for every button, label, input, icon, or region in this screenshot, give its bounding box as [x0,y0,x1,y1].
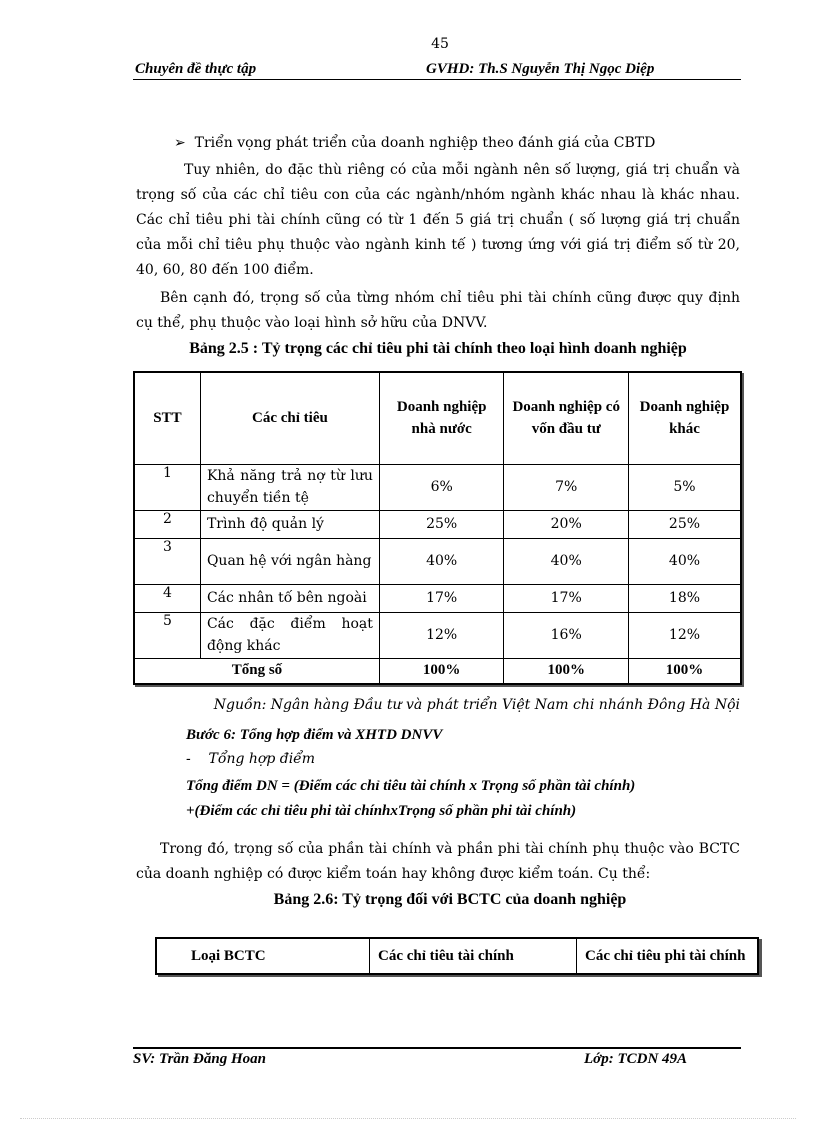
row-stt: 2 [134,510,200,538]
column-header: Các chỉ tiêu tài chính [370,938,577,974]
column-header: STT [134,372,200,464]
bullet-arrow-icon: ➢ [174,135,186,151]
row-value: 25% [379,510,504,538]
total-value: 100% [504,658,629,684]
total-label: Tổng số [134,658,379,684]
table-header-row [134,372,741,464]
header-divider [133,79,741,80]
weights-table [133,371,742,685]
table-row [134,464,741,510]
row-stt: 4 [134,584,200,612]
row-value: 18% [628,584,741,612]
row-value: 40% [628,538,741,584]
row-value: 12% [628,612,741,658]
row-criterion: Quan hệ với ngân hàng [200,538,379,584]
column-header: Các chỉ tiêu [200,372,379,464]
row-criterion: Trình độ quản lý [200,510,379,538]
table-row [134,584,741,612]
row-value: 12% [379,612,504,658]
bullet-heading [174,131,655,156]
formula-line: +(Điểm các chỉ tiêu phi tài chínhxTrọng số phần phi tài chính) [186,803,577,819]
paragraph: Trong đó, trọng số của phần tài chính và phần phi tài chính phụ thuộc vào BCTC của doanh nghiệp có được kiểm toán hay không được kiểm toán. Cụ thể: [136,841,740,882]
column-header: Loại BCTC [156,938,370,974]
table-row [134,510,741,538]
total-value: 100% [628,658,741,684]
row-criterion: Các nhân tố bên ngoài [200,584,379,612]
row-criterion: Các đặc điểm hoạt động khác [200,612,379,658]
row-value: 17% [379,584,504,612]
sub-bullet [186,751,315,767]
footer-left: SV: Trần Đăng Hoan [133,1051,266,1067]
column-header: Doanh nghiệp có vốn đầu tư [504,372,629,464]
row-value: 40% [504,538,629,584]
row-value: 7% [504,464,629,510]
paragraph: Bên cạnh đó, trọng số của từng nhóm chỉ tiêu phi tài chính cũng được quy định cụ thể, phụ thuộc vào loại hình sở hữu của DNVV. [136,290,740,331]
formula-line: Tổng điểm DN = (Điểm các chỉ tiêu tài chính x Trọng số phần tài chính) [186,778,636,794]
step-heading: Bước 6: Tổng hợp điểm và XHTD DNVV [186,727,443,743]
table-header-row [156,938,758,974]
row-value: 5% [628,464,741,510]
footer-right: Lớp: TCDN 49A [584,1051,688,1067]
page-number: 45 [431,36,449,52]
sub-bullet-text: Tổng hợp điểm [208,751,316,767]
row-stt: 3 [134,538,200,584]
row-stt: 5 [134,612,200,658]
footer-divider [133,1047,741,1049]
table-row [134,612,741,658]
dash-marker: - [186,751,191,767]
row-value: 25% [628,510,741,538]
row-value: 17% [504,584,629,612]
column-header: Doanh nghiệp nhà nước [379,372,504,464]
bullet-heading-text: Triển vọng phát triển của doanh nghiệp theo đánh giá của CBTD [194,135,656,151]
header-right: GVHD: Th.S Nguyễn Thị Ngọc Diệp [426,61,655,77]
table-caption: Bảng 2.6: Tỷ trọng đối với BCTC của doanh nghiệp [273,891,627,908]
row-value: 16% [504,612,629,658]
table-caption: Bảng 2.5 : Tỷ trọng các chỉ tiêu phi tài chính theo loại hình doanh nghiệp [189,340,687,357]
row-criterion: Khả năng trả nợ từ lưu chuyển tiền tệ [200,464,379,510]
page-edge-divider [20,1118,796,1119]
total-value: 100% [379,658,504,684]
table-row [134,538,741,584]
column-header: Các chỉ tiêu phi tài chính [577,938,759,974]
paragraph: Tuy nhiên, do đặc thù riêng có của mỗi ngành nên số lượng, giá trị chuẩn và trọng số của các chỉ tiêu con của các ngành/nhóm ngành khác nhau là khác nhau. Các chỉ tiêu phi tài chính cũng có từ 1 đến 5 giá trị chuẩn ( số lượng giá trị chuẩn của mỗi chỉ tiêu phụ thuộc vào ngành kinh tế ) tương ứng với giá trị điểm số từ 20, 40, 60, 80 đến 100 điểm. [136,162,740,278]
table-source: Nguồn: Ngân hàng Đầu tư và phát triển Việt Nam chi nhánh Đông Hà Nội [213,697,740,713]
row-value: 40% [379,538,504,584]
row-value: 6% [379,464,504,510]
header-left: Chuyên đề thực tập [135,61,257,77]
bctc-table [155,937,759,975]
table-total-row [134,658,741,684]
row-value: 20% [504,510,629,538]
column-header: Doanh nghiệp khác [628,372,741,464]
row-stt: 1 [134,464,200,510]
